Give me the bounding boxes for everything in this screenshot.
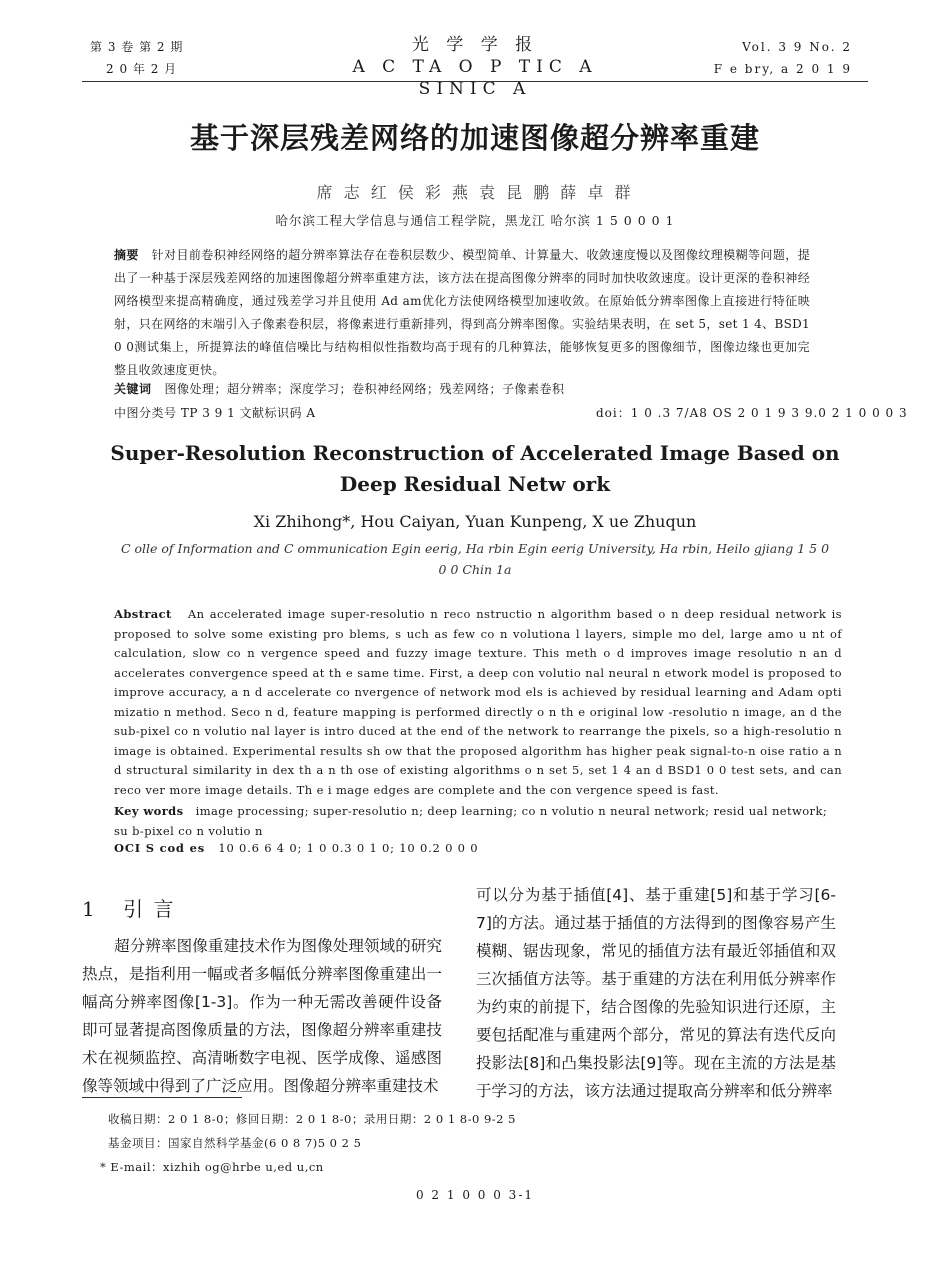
section-heading: [82, 893, 175, 922]
paper-title-cn: 基于深层残差网络的加速图像超分辨率重建: [189, 121, 760, 155]
body-column-left: [82, 932, 442, 1100]
volume-en: Vol. 3 9 No. 2: [742, 40, 852, 54]
keywords-cn-label: 关键词: [114, 382, 152, 396]
body-column-right: [476, 881, 836, 1105]
keywords-en: [114, 802, 842, 841]
abstract-cn-label: 摘要: [114, 248, 139, 262]
doi: doi：1 0 .3 7/A8 OS 2 0 1 9 3 9.0 2 1 0 0 0 3: [596, 406, 908, 420]
paper-title-en: Super-Resolution Reconstruction of Accelerated Image Based on Deep Residual Netw ork: [110, 441, 840, 496]
header-divider: [82, 81, 868, 82]
running-header-center: [330, 34, 620, 100]
authors-cn: 席 志 红 侯 彩 燕 袁 昆 鹏 薛 卓 群: [316, 183, 634, 202]
classification-cn: 中图分类号 TP 3 9 1 文献标识码 A: [114, 406, 316, 420]
running-header-left: [90, 36, 183, 80]
date-cn: 2 0 年 2 月: [106, 62, 178, 76]
footnote-fund: 基金项目：国家自然科学基金(6 0 8 7)5 0 2 5: [108, 1136, 362, 1150]
footnote-dates: 收稿日期：2 0 1 8-0；修回日期：2 0 1 8-0；录用日期：2 0 1 8-0 9-2 5: [108, 1112, 516, 1126]
journal-name-en: A C TA O P TIC A SINIC A: [352, 57, 598, 99]
ocis-codes: [114, 841, 478, 855]
date-en: F e bry, a 2 0 1 9: [713, 62, 852, 76]
abstract-cn-text: 针对目前卷积神经网络的超分辨率算法存在卷积层数少、模型简单、计算量大、收敛速度慢以及图像纹理模糊等问题，提出了一种基于深层残差网络的加速图像超分辨率重建方法，该方法在提高图像分辨率的同时加快收敛速度。设计更深的卷积神经网络模型来提高精确度，通过残差学习并且使用 Ad am优化方法使网络模型加速收敛。在原始低分辨率图像上直接进行特征映射，只在网络的末端引入子像素卷积层，将像素进行重新排列，得到高分辨率图像。实验结果表明，在 set 5，set 1 4、BSD1 0 0测试集上，所提算法的峰值信噪比与结构相似性指数均高于现有的几种算法，能够恢复更多的图像细节，图像边缘也更加完整且收敛速度更快。: [114, 248, 811, 377]
ocis-label: OCI S cod es: [114, 841, 205, 855]
abstract-en-label: Abstract: [114, 607, 172, 621]
running-header-right: [714, 36, 852, 80]
affiliation-en: C olle of Information and C ommunication Egin eerig, Ha rbin Egin eerig University, Ha rbin, Heilo gjiang 1 5 0 0 0 Chin 1a: [120, 541, 830, 577]
section-title: 引 言: [123, 897, 176, 921]
footnote-email: * E-mail：xizhih og@hrbe u,ed u,cn: [100, 1160, 324, 1174]
footnote-divider: [82, 1097, 242, 1098]
abstract-en-text: An accelerated image super-resolutio n reco nstructio n algorithm based o n deep residual network is proposed to solve some existing pro blems, s uch as few co n volutiona l layers, simple mo del, large amo u nt of calculation, slow co n vergence speed and fuzzy image texture. This meth o d improves image resolutio n an d accelerates convergence speed at th e same time. First, a deep con volutio nal neural n etwork model is proposed to improve accuracy, a n d accelerate co nvergence of network mod els is achieved by residual learning and Adam opti mizatio n method. Seco n d, feature mapping is performed directly o n th e original low -resolutio n image, an d the sub-pixel co n volutio nal layer is intro duced at the end of the network to rearrange the pixels, so a high-resolutio n image is obtained. Experimental results sh ow that the proposed algorithm has higher peak signal-to-n oise ratio a n d structural similarity in dex th a n th ose of existing algorithms o n set 5, set 1 4 an d BSD1 0 0 test sets, and can reco ver more image details. Th e i mage edges are complete and the con vergence speed is fast.: [114, 607, 842, 797]
keywords-en-text: image processing; super-resolutio n; deep learning; co n volutio n neural network; resid ual network; su b-pixel co n volutio n: [114, 804, 828, 838]
abstract-en: [114, 605, 842, 800]
page-number: 0 2 1 0 0 0 3-1: [415, 1188, 535, 1202]
section-number: 1: [82, 897, 97, 921]
journal-name-cn: 光 学 学 报: [411, 35, 539, 55]
abstract-cn: [114, 244, 810, 382]
ocis-text: 10 0.6 6 4 0; 1 0 0.3 0 1 0; 10 0.2 0 0 0: [218, 841, 479, 855]
authors-en: Xi Zhihong*, Hou Caiyan, Yuan Kunpeng, X ue Zhuqun: [253, 512, 697, 531]
body-paragraph-left: 超分辨率图像重建技术作为图像处理领域的研究热点，是指利用一幅或者多幅低分辨率图像重建出一幅高分辨率图像[1-3]。作为一种无需改善硬件设备即可显著提高图像质量的方法，图像超分辨率重建技术在视频监控、高清晰数字电视、医学成像、遥感图像等领域中得到了广泛应用。图像超分辨率重建技术: [82, 937, 442, 1095]
keywords-en-label: Key words: [114, 804, 184, 818]
keywords-cn: [114, 380, 814, 397]
body-paragraph-right: 可以分为基于插值[4]、基于重建[5]和基于学习[6-7]的方法。通过基于插值的方法得到的图像容易产生模糊、锯齿现象，常见的插值方法有最近邻插值和双三次插值方法等。基于重建的方法在利用低分辨率作为约束的前提下，结合图像的先验知识进行还原，主要包括配准与重建两个部分，常见的算法有迭代反向投影法[8]和凸集投影法[9]等。现在主流的方法是基于学习的方法，该方法通过提取高分辨率和低分辨率: [476, 886, 836, 1100]
affiliation-cn: 哈尔滨工程大学信息与通信工程学院，黑龙江 哈尔滨 1 5 0 0 0 1: [275, 213, 675, 228]
keywords-cn-text: 图像处理；超分辨率；深度学习；卷积神经网络；残差网络；子像素卷积: [164, 382, 565, 396]
issue-cn: 第 3 卷 第 2 期: [90, 40, 184, 54]
